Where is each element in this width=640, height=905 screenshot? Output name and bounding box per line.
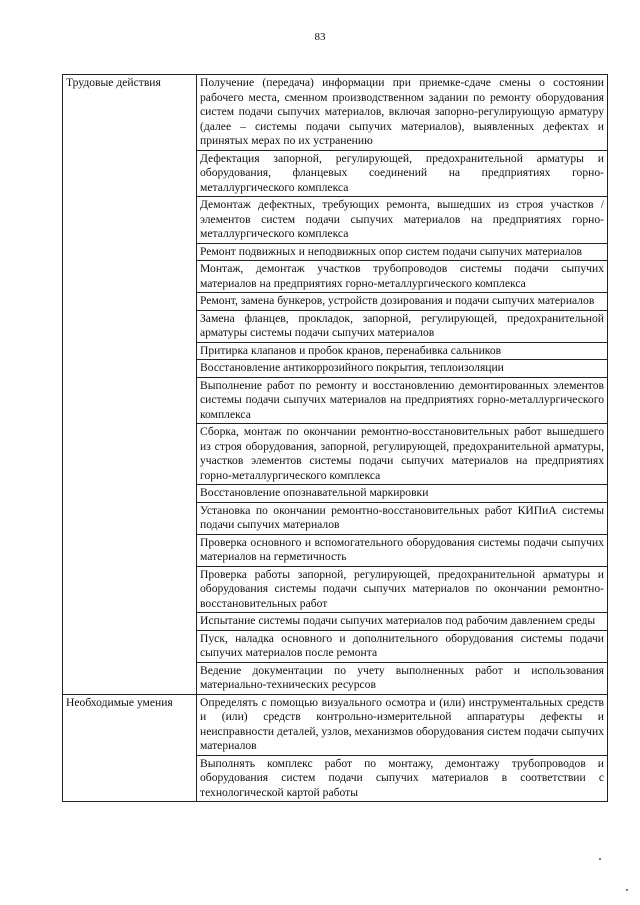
labor-action-item: Замена фланцев, прокладок, запорной, регулирующей, предохранительной арматуры системы подачи сыпучих материалов	[197, 310, 608, 342]
labor-action-item: Демонтаж дефектных, требующих ремонта, вышедших из строя участков / элементов систем подачи сыпучих материалов на предприятиях горно-металлургического комплекса	[197, 197, 608, 244]
labor-action-item: Ремонт подвижных и неподвижных опор систем подачи сыпучих материалов	[197, 243, 608, 261]
labor-action-item: Монтаж, демонтаж участков трубопроводов системы подачи сыпучих материалов на предприятиях горно-металлургического комплекса	[197, 261, 608, 293]
table-row	[63, 694, 608, 755]
labor-action-item: Получение (передача) информации при приемке-сдаче смены о состоянии рабочего места, сменном производственном задании по ремонту оборудования систем подачи сыпучих материалов, включая запорно-регулирующую арматуру (далее – системы подачи сыпучих материалов), выявленных дефектах и принятых мерах по их устранению	[197, 75, 608, 151]
page-number: 83	[314, 31, 326, 43]
competency-table	[62, 74, 608, 802]
labor-action-item: Притирка клапанов и пробок кранов, перенабивка сальников	[197, 342, 608, 360]
scan-speck	[626, 889, 628, 891]
required-skill-item: Выполнять комплекс работ по монтажу, демонтажу трубопроводов и оборудования систем подачи сыпучих материалов в соответствии с технологической картой работы	[197, 755, 608, 802]
labor-action-item: Пуск, наладка основного и дополнительного оборудования системы подачи сыпучих материалов после ремонта	[197, 630, 608, 662]
table-row	[63, 75, 608, 151]
labor-action-item: Ведение документации по учету выполненных работ и использования материально-технических ресурсов	[197, 662, 608, 694]
scan-speck	[599, 858, 601, 860]
labor-action-item: Дефектация запорной, регулирующей, предохранительной арматуры и оборудования, фланцевых соединений на предприятиях горно-металлургического комплекса	[197, 150, 608, 197]
labor-action-item: Сборка, монтаж по окончании ремонтно-восстановительных работ вышедшего из строя оборудования, запорной, регулирующей, предохранительной арматуры, участков элементов системы подачи сыпучих материалов на предприятиях горно-металлургического комплекса	[197, 424, 608, 485]
labor-action-item: Установка по окончании ремонтно-восстановительных работ КИПиА системы подачи сыпучих материалов	[197, 502, 608, 534]
labor-action-item: Выполнение работ по ремонту и восстановлению демонтированных элементов системы подачи сыпучих материалов на предприятиях горно-металлургического комплекса	[197, 377, 608, 424]
labor-action-item: Проверка работы запорной, регулирующей, предохранительной арматуры и оборудования системы подачи сыпучих материалов по окончании ремонтно-восстановительных работ	[197, 566, 608, 613]
labor-action-item: Испытание системы подачи сыпучих материалов под рабочим давлением среды	[197, 613, 608, 631]
section-label: Необходимые умения	[63, 694, 197, 802]
labor-action-item: Восстановление антикоррозийного покрытия, теплоизоляции	[197, 360, 608, 378]
labor-action-item: Проверка основного и вспомогательного оборудования системы подачи сыпучих материалов на герметичность	[197, 534, 608, 566]
section-label: Трудовые действия	[63, 75, 197, 695]
labor-action-item: Ремонт, замена бункеров, устройств дозирования и подачи сыпучих материалов	[197, 293, 608, 311]
labor-action-item: Восстановление опознавательной маркировки	[197, 485, 608, 503]
required-skill-item: Определять с помощью визуального осмотра и (или) инструментальных средств и (или) средств контрольно-измерительной аппаратуры дефекты и неисправности деталей, узлов, механизмов оборудования систем подачи сыпучих материалов	[197, 694, 608, 755]
